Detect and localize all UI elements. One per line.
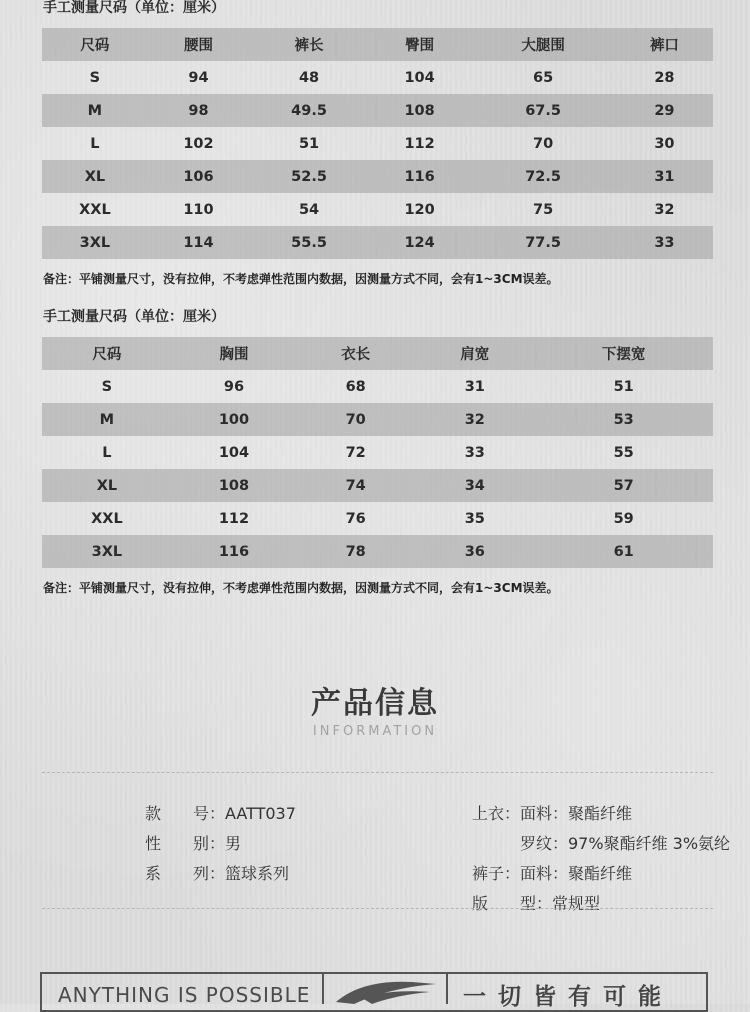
table-cell: 120 <box>404 201 435 218</box>
table-cell: 72.5 <box>525 168 561 185</box>
info-value: 罗纹：97%聚酯纤维 3%氨纶 <box>520 834 731 853</box>
table-cell: XXL <box>79 201 111 218</box>
table-cell: 34 <box>464 477 485 494</box>
li-ning-logo-icon <box>332 976 440 1004</box>
table-cell: 112 <box>404 135 435 152</box>
column-header: 胸围 <box>219 347 249 363</box>
info-fit <box>472 891 600 914</box>
table-cell: 31 <box>464 378 485 395</box>
table-cell: 70 <box>345 411 366 428</box>
table-cell: 3XL <box>79 234 111 251</box>
divider <box>42 908 713 909</box>
table-cell: 57 <box>613 477 634 494</box>
table-cell: 55.5 <box>291 234 327 251</box>
table-cell: 72 <box>345 444 366 461</box>
info-top-fabric <box>472 801 632 824</box>
table-cell: 116 <box>404 168 435 185</box>
table-row <box>42 535 713 568</box>
column-header: 衣长 <box>341 347 371 363</box>
table-cell: XL <box>84 168 106 185</box>
column-header: 大腿围 <box>521 38 565 54</box>
column-header: 臀围 <box>405 38 435 54</box>
table-cell: 32 <box>654 201 675 218</box>
info-label: 性 别： <box>145 834 226 853</box>
info-value: 常规型 <box>552 894 601 913</box>
table-cell: 98 <box>188 102 209 119</box>
table-row <box>42 127 713 160</box>
product-info-title: 产品信息 <box>311 686 439 721</box>
info-value: 篮球系列 <box>225 864 290 883</box>
table-cell: 100 <box>218 411 250 428</box>
table-cell: 94 <box>188 69 209 86</box>
product-info-subtitle: INFORMATION <box>312 724 438 739</box>
table-cell: 59 <box>613 510 634 527</box>
table-cell: 68 <box>345 378 366 395</box>
table-cell: L <box>90 135 100 152</box>
table-cell: 30 <box>654 135 675 152</box>
table-cell: 124 <box>404 234 435 251</box>
table-cell: 51 <box>298 135 320 152</box>
info-series <box>145 861 289 884</box>
table-header-row <box>42 28 713 61</box>
table-row <box>42 160 713 193</box>
pants-size-title: 手工测量尺码（单位：厘米） <box>43 0 225 16</box>
table-cell: 108 <box>404 102 435 119</box>
table-cell: 114 <box>183 234 214 251</box>
table-row <box>42 436 713 469</box>
table-row <box>42 403 713 436</box>
info-value: AATT037 <box>225 804 296 823</box>
table-cell: M <box>99 411 115 428</box>
info-value: 面料：聚酯纤维 <box>520 804 633 823</box>
info-value: 男 <box>225 834 242 853</box>
info-label: 版 型： <box>472 894 553 913</box>
info-label: 系 列： <box>145 864 226 883</box>
table-cell: 35 <box>464 510 485 527</box>
table-cell: 102 <box>183 135 214 152</box>
table-cell: 51 <box>613 378 634 395</box>
column-header: 肩宽 <box>460 347 490 363</box>
table-cell: S <box>101 378 113 395</box>
top-size-title: 手工测量尺码（单位：厘米） <box>43 309 225 325</box>
column-header: 腰围 <box>183 38 213 54</box>
table-cell: 28 <box>654 69 675 86</box>
column-header: 下摆宽 <box>601 347 646 363</box>
table-cell: 31 <box>654 168 675 185</box>
table-cell: 78 <box>345 543 366 560</box>
table-row <box>42 502 713 535</box>
table-cell: 75 <box>532 201 554 218</box>
table-cell: 54 <box>298 201 320 218</box>
table-cell: 36 <box>464 543 485 560</box>
top-size-note: 备注：平铺测量尺寸，没有拉伸，不考虑弹性范围内数据，因测量方式不同，会有1~3CM误差。 <box>43 581 559 595</box>
footer-separator <box>446 972 448 1004</box>
table-row <box>42 61 713 94</box>
table-cell: 77.5 <box>525 234 561 251</box>
table-cell: 61 <box>613 543 634 560</box>
info-gender <box>145 831 241 854</box>
table-cell: 53 <box>613 411 634 428</box>
table-cell: 67.5 <box>525 102 561 119</box>
footer-slogan-cn: 一切皆有可能 <box>463 984 673 1010</box>
info-style-number <box>145 801 296 824</box>
pants-size-table <box>42 28 713 259</box>
table-cell: 112 <box>218 510 250 527</box>
info-pants-fabric <box>472 861 632 884</box>
table-cell: 70 <box>532 135 554 152</box>
table-cell: S <box>89 69 101 86</box>
table-cell: 49.5 <box>291 102 327 119</box>
table-cell: 55 <box>613 444 634 461</box>
table-cell: 65 <box>532 69 554 86</box>
table-cell: 104 <box>404 69 435 86</box>
column-header: 尺码 <box>80 38 110 54</box>
column-header: 尺码 <box>92 347 122 363</box>
info-label: 上衣： <box>472 804 521 823</box>
table-cell: 33 <box>654 234 675 251</box>
info-top-rib <box>520 831 730 854</box>
table-cell: 3XL <box>91 543 123 560</box>
footer-separator <box>322 972 324 1004</box>
table-cell: 108 <box>218 477 250 494</box>
table-cell: 96 <box>223 378 245 395</box>
info-value: 面料：聚酯纤维 <box>520 864 633 883</box>
table-cell: XXL <box>91 510 123 527</box>
table-cell: XL <box>96 477 118 494</box>
table-row <box>42 193 713 226</box>
table-row <box>42 370 713 403</box>
pants-size-note: 备注：平铺测量尺寸，没有拉伸，不考虑弹性范围内数据，因测量方式不同，会有1~3CM误差。 <box>43 272 559 286</box>
table-cell: 76 <box>345 510 366 527</box>
table-cell: 33 <box>464 444 485 461</box>
table-cell: 110 <box>183 201 214 218</box>
table-cell: 116 <box>218 543 250 560</box>
info-label: 款 号： <box>145 804 226 823</box>
table-row <box>42 226 713 259</box>
column-header: 裤长 <box>294 38 324 54</box>
divider <box>42 772 713 773</box>
table-cell: 104 <box>218 444 250 461</box>
table-cell: 74 <box>345 477 366 494</box>
info-label: 裤子： <box>472 864 521 883</box>
table-cell: L <box>102 444 112 461</box>
top-size-table <box>42 337 713 568</box>
table-header-row <box>42 337 713 370</box>
table-row <box>42 469 713 502</box>
table-cell: 32 <box>464 411 485 428</box>
table-cell: 29 <box>654 102 675 119</box>
table-cell: 106 <box>183 168 214 185</box>
table-cell: 48 <box>298 69 320 86</box>
table-cell: 52.5 <box>291 168 327 185</box>
table-cell: M <box>87 102 103 119</box>
footer-slogan-en: ANYTHING IS POSSIBLE <box>58 983 311 1007</box>
table-row <box>42 94 713 127</box>
column-header: 裤口 <box>649 38 679 54</box>
